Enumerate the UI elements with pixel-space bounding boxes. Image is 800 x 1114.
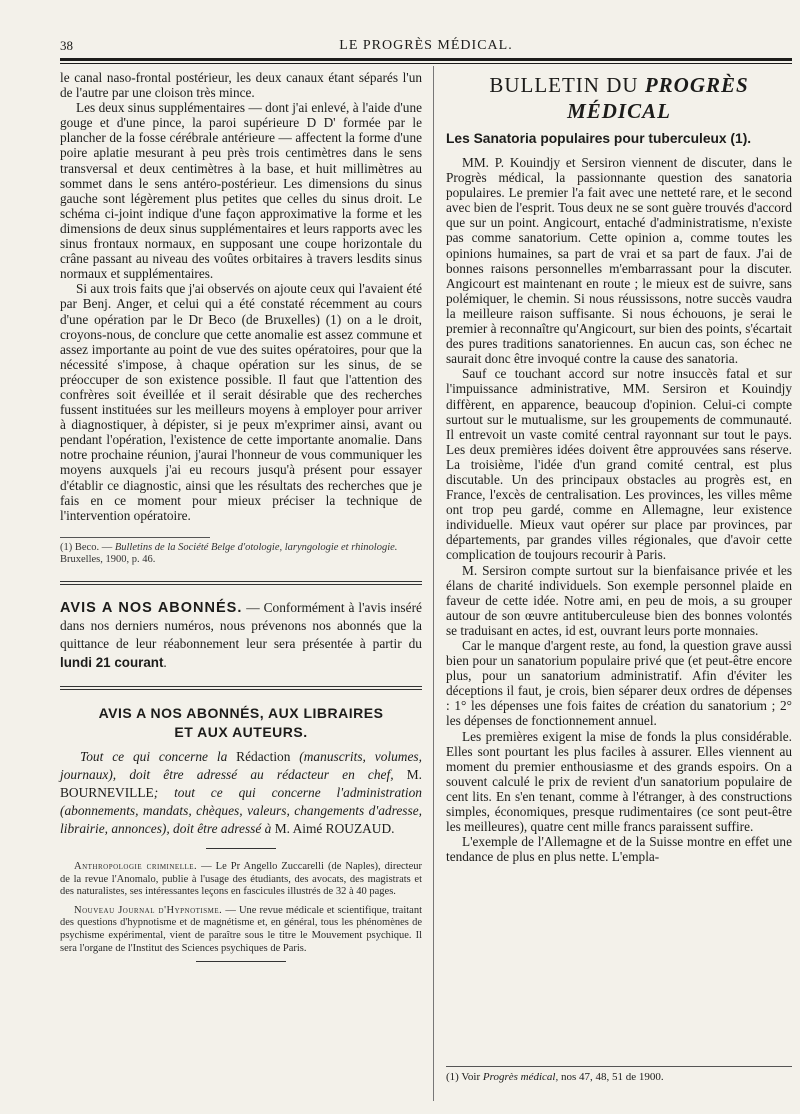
body-paragraph: Les deux sinus supplémentaires — dont j'ai enlevé, à l'aide d'une gouge et d'une pince, la paroi supérieure D D' formée par le plancher de la fosse cérébrale antérieure — affectent la forme d'une poire aplatie mesurant à peu près trois centimètres dans le sens transversal et deux centimètres à la base, et huit millimètres au sommet dans le sens antéro-postérieur. Les dimensions du sinus gauche sont légèrement plus petites que celles du sinus droit. Le schéma ci-joint indique d'une façon approximative la forme et les dimensions de deux sinus supplémentaires et leurs rapports avec les sinus frontaux normaux, en supposant une coupe horizontale du crâne passant au niveau des voûtes orbitaires à travers lesdits sinus normaux et supplémentaires. xyxy=(60,100,422,282)
section-divider xyxy=(60,686,422,690)
body-paragraph: L'exemple de l'Allemagne et de la Suisse montre en effet une tendance de plus en plus nette. L'empla- xyxy=(446,834,792,865)
body-paragraph: Si aux trois faits que j'ai observés on ajoute ceux qui l'avaient été par Benj. Anger, et celui qui a été constaté récemment au cours d'une opération par le Dr Beco (de Bruxelles) (1) on a le droit, croyons-nous, de conclure que cette anomalie est assez commune et assez importante au point de vue des suites opératoires, pour que la nécessité s'impose, à chaque opération sur les sinus, de se préoccuper de son existence possible. Il faut que l'attention des confrères soit éveillée et il serait désirable que des recherches fussent instituées sur les meilleurs moyens à employer pour arriver à diagnostiquer, à dépister, si je peux m'exprimer ainsi, avant ou pendant l'opération, l'existence de cette importante anomalie. Dans notre prochaine réunion, j'aurai l'honneur de vous communiquer les moyens auxquels j'ai eu recours jusqu'à présent pour essayer d'établir ce diagnostic, ainsi que les résultats des recherches que je fais en ce moment pour mieux préciser la technique de l'intervention opératoire. xyxy=(60,281,422,523)
avis-abonnes: AVIS A NOS ABONNÉS. — Conformément à l'avis inséré dans nos derniers numéros, nous prévenons nos abonnés que la quittance de leur réabonnement leur sera présentée à partir du lundi 21 courant. xyxy=(60,599,422,670)
header-rule-thin xyxy=(60,63,792,64)
right-column xyxy=(446,70,792,864)
header-rule xyxy=(60,58,792,61)
footnote-rule xyxy=(60,537,210,538)
column-divider xyxy=(433,66,434,1101)
notice-item: Anthropologie criminelle. — Le Pr Angello Zuccarelli (de Naples), directeur de la revue l'Anomalo, publie à l'usage des étudiants, des avocats, des magistrats et des naturalistes, ses intéressantes leçons en fascicules illustrés de 32 à 40 pages. xyxy=(60,861,422,898)
body-paragraph: Sauf ce touchant accord sur notre insuccès fatal et sur l'impuissance administrative, MM. Sersiron et Kouindjy diffèrent, en apparence, beaucoup d'opinion. Celui-ci compte surtout sur le mutualisme, sur les groupements de communauté. Il entrevoit un vaste comité central rayonnant sur tout le pays. Les deux premières idées doivent être approuvées sans réserve. La troisième, l'idée d'un grand comité central, est plus discutable. Un des principaux obstacles au progrès est, en France, l'excès de centralisation. Les provinces, les villes même ont trop peu gardé, comme en Allemagne, leur existence individuelle. Mieux vaut opérer sur place par provinces, par départements, par grandes villes régionales, que d'avoir cette complication de toujours recourir à Paris. xyxy=(446,366,792,563)
body-paragraph: M. Sersiron compte surtout sur la bienfaisance privée et les élans de charité individuels. Son exemple personnel plaide en faveur de cette idée. Notre ami, en peu de mois, a su grouper autour de son œuvre antituberculeuse bien des bonnes volontés se traduisant en actes, id est, ouvrant leurs porte monnaies. xyxy=(446,562,792,638)
avis-abonnes-heading: AVIS A NOS ABONNÉS. xyxy=(60,599,243,616)
right-footnote: (1) Voir Progrès médical, nos 47, 48, 51 de 1900. xyxy=(446,1066,792,1083)
avis-libraires-body: Tout ce qui concerne la Rédaction (manuscrits, volumes, journaux), doit être adressé au rédacteur en chef, M. BOURNEVILLE; tout ce qui concerne l'administration (abonnements, mandats, chèques, valeurs, changements d'adresse, librairie, annonces), doit être adressé à M. Aimé ROUZAUD. xyxy=(60,749,422,836)
body-paragraph: MM. P. Kouindjy et Sersiron viennent de discuter, dans le Progrès médical, la passionnante question des sanatoria populaires. Le premier l'a fait avec une netteté rare, et le second avec bien de l'esprit. Tous deux ne se sont guère trouvés d'accord que sur un point. Angicourt, entaché d'administratisme, n'existe pas comme sanatorium. Cette opinion a, comme toutes les opinions humaines, sa part de vrai et sa part de faux. J'ai de bonnes raisons personnelles m'embarrassant pour la discuter. Angicourt est maintenant en route ; le mieux est de suivre, sans polémiquer, le chemin. Si nous réussissons, notre succès vaudra la meilleure raison suffisante. Si nous échouons, je serai le premier à reconnaître qu'Angicourt, sur bien des points, s'écartait des pures traditions sanatoriennes. En aucun cas, son échec ne saurait donc être invoqué contre la cause des sanatoria. xyxy=(446,155,792,367)
footnote-rule xyxy=(446,1066,792,1067)
end-rule xyxy=(196,961,286,962)
body-paragraph: le canal naso-frontal postérieur, les deux canaux étant séparés l'un de l'autre par une cloison très mince. xyxy=(60,70,422,101)
section-divider xyxy=(206,848,276,849)
section-divider xyxy=(60,581,422,585)
page-header xyxy=(60,38,792,58)
notice-item: Nouveau Journal d'Hypnotisme. — Une revue médicale et scientifique, traitant des questions d'hypnotisme et de magnétisme et, en général, tous les phénomènes de psychisme expérimental, vient de paraître sous le titre le Mouvement psychique. Il sera l'organe de l'Institut des Sciences psychiques de Paris. xyxy=(60,904,422,954)
article-title: Les Sanatoria populaires pour tuberculeux (1). xyxy=(446,131,752,146)
running-title: LE PROGRÈS MÉDICAL. xyxy=(339,38,513,53)
left-column xyxy=(60,70,422,962)
bulletin-title: BULLETIN DU PROGRÈS MÉDICAL xyxy=(489,73,749,123)
body-paragraph: Les premières exigent la mise de fonds la plus considérable. Elles sont pourtant les plus faciles à assurer. Elles viennent au moment du premier enthousiasme et des grands espoirs. On a souvent calculé le prix de revient d'un sanatorium populaire de cent lits. En s'en tenant, comme à l'étranger, à des constructions simples, économiques, presque rudimentaires (ce sont peut-être les meilleures), quatre cent mille francs paraissent suffire. xyxy=(446,728,792,835)
avis-libraires-heading: AVIS A NOS ABONNÉS, AUX LIBRAIRES ET AUX AUTEURS. xyxy=(98,705,384,740)
body-paragraph: Car le manque d'argent reste, au fond, la question grave aussi bien pour un sanatorium populaire privé que (et peut-être encore plus, pour un sanatorium administratif. Afin d'éviter les déceptions il faut, je crois, bien séparer deux ordres de dépenses : 1° les dépenses une fois faites de création du sanatorium ; 2° les dépenses de fonctionnement annuel. xyxy=(446,638,792,729)
page-number: 38 xyxy=(60,38,73,53)
footnote: (1) Beco. — Bulletins de la Société Belge d'otologie, laryngologie et rhinologie. Bruxelles, 1900, p. 46. xyxy=(60,541,398,566)
